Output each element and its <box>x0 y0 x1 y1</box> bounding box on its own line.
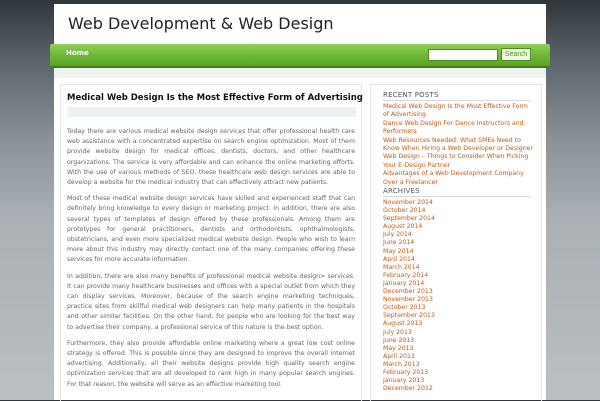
archive-link[interactable]: August 2014 <box>383 223 423 231</box>
archive-link[interactable]: November 2014 <box>383 199 433 206</box>
archive-link[interactable]: May 2013 <box>383 344 414 352</box>
archive-link[interactable]: August 2013 <box>383 320 423 328</box>
archive-link[interactable]: April 2013 <box>383 352 415 360</box>
post-paragraph: Today there are various medical website design services that offer professional health care web assistance with a concentrated expertise on search engine optimization. Most of them provide website design for medical offices, dentists, doctors, and other healthcare organizations. The service is very affordable and can enhance the online marketing efforts. With the use of various methods of SEO, these healthcare web design services are able to develop a website for the medical industry that can effectively attract new patients. <box>67 128 355 187</box>
post-meta-bar <box>67 107 356 117</box>
archive-link[interactable]: December 2013 <box>383 288 433 296</box>
sidebar <box>370 84 542 401</box>
archive-link[interactable]: March 2013 <box>383 360 420 368</box>
archives-heading: ARCHIVES <box>383 187 420 195</box>
page-wrapper <box>54 4 546 400</box>
recent-posts-list <box>383 103 533 187</box>
archive-link[interactable]: April 2014 <box>383 255 415 263</box>
archive-link[interactable]: July 2013 <box>383 328 412 336</box>
post-paragraph: Most of these medical website design services have skilled and experienced staff that can definitely bring knowledge to every design or marketing project. In addition, there are also several types of templates of design offered by these professionals. Among them are prototypes for general practitioners, dentists and orthodontists, ophthalmologists, obstetricians, and even more specialized medical website design. People who wish to learn more about this industry may directly contact one of the many companies offering these services for more accurate information. <box>67 195 355 264</box>
archive-link[interactable]: July 2014 <box>383 231 412 239</box>
archive-link[interactable]: September 2014 <box>383 215 435 223</box>
divider <box>383 100 531 101</box>
post-paragraph: In addition, there are also many benefits of professional medical website design> services. It can provide many healthcare businesses and offices with a special outlet from which they can display services. Moreover, because of the search engine marketing techniques, practice sites from skillful medical web designers can help many patients in the hospitals and other similar facilities. On the other hand, for people who are looking for the best way to advertise their company, a professional service of this nature is the best option. <box>67 272 355 331</box>
archive-link[interactable]: October 2014 <box>383 207 426 215</box>
archive-link[interactable]: February 2013 <box>383 368 429 376</box>
recent-posts-heading: RECENT POSTS <box>383 91 439 99</box>
archive-link[interactable]: November 2013 <box>383 296 433 304</box>
post-title[interactable]: Medical Web Design Is the Most Effective Form of Advertising <box>67 93 363 103</box>
archives-list <box>383 199 533 393</box>
recent-post-link[interactable]: Dance Web Design For Dance Instructors and Performers <box>383 119 524 136</box>
site-title[interactable]: Web Development & Web Design <box>68 14 334 33</box>
archive-link[interactable]: May 2014 <box>383 247 414 255</box>
post-body <box>67 127 355 396</box>
recent-post-link[interactable]: Advantages of a Web Development Company Over a Freelancer <box>383 170 524 186</box>
archive-link[interactable]: September 2013 <box>383 312 435 320</box>
main-content <box>60 84 362 401</box>
archive-link[interactable]: June 2014 <box>383 239 415 247</box>
divider <box>383 196 531 197</box>
recent-post-link[interactable]: Medical Web Design Is the Most Effective Form of Advertising <box>383 103 528 119</box>
archive-link[interactable]: January 2014 <box>383 279 425 287</box>
archive-link[interactable]: March 2014 <box>383 263 420 271</box>
archive-link[interactable]: February 2014 <box>383 271 429 279</box>
archive-link[interactable]: October 2013 <box>383 304 426 312</box>
recent-post-link[interactable]: Web Resources Needed: What SMEs Need to Know When Hiring a Web Developer or Designer <box>383 136 533 153</box>
archive-link[interactable]: June 2013 <box>383 336 415 344</box>
search-button[interactable]: Search <box>501 48 531 61</box>
archive-link[interactable]: December 2012 <box>383 385 433 393</box>
search-input[interactable] <box>428 49 498 61</box>
post-paragraph: Furthermore, they also provide affordable online marketing where a great low cost online strategy is offered. This is possible since they are designed to improve the overall internet advertising. Additionally, all their website designs provide high quality search engine optimization services that are all developed to rank high in many popular search engines. For that reason, the website will serve as an effective marketing tool. <box>67 339 355 388</box>
archive-link[interactable]: January 2013 <box>383 377 425 385</box>
recent-post-link[interactable]: Web Design – Things to Consider When Picking Your E-Design Partner <box>383 153 529 169</box>
nav-home-link[interactable]: Home <box>66 49 89 57</box>
nav-underbar <box>54 68 546 78</box>
nav-bar <box>50 44 550 68</box>
